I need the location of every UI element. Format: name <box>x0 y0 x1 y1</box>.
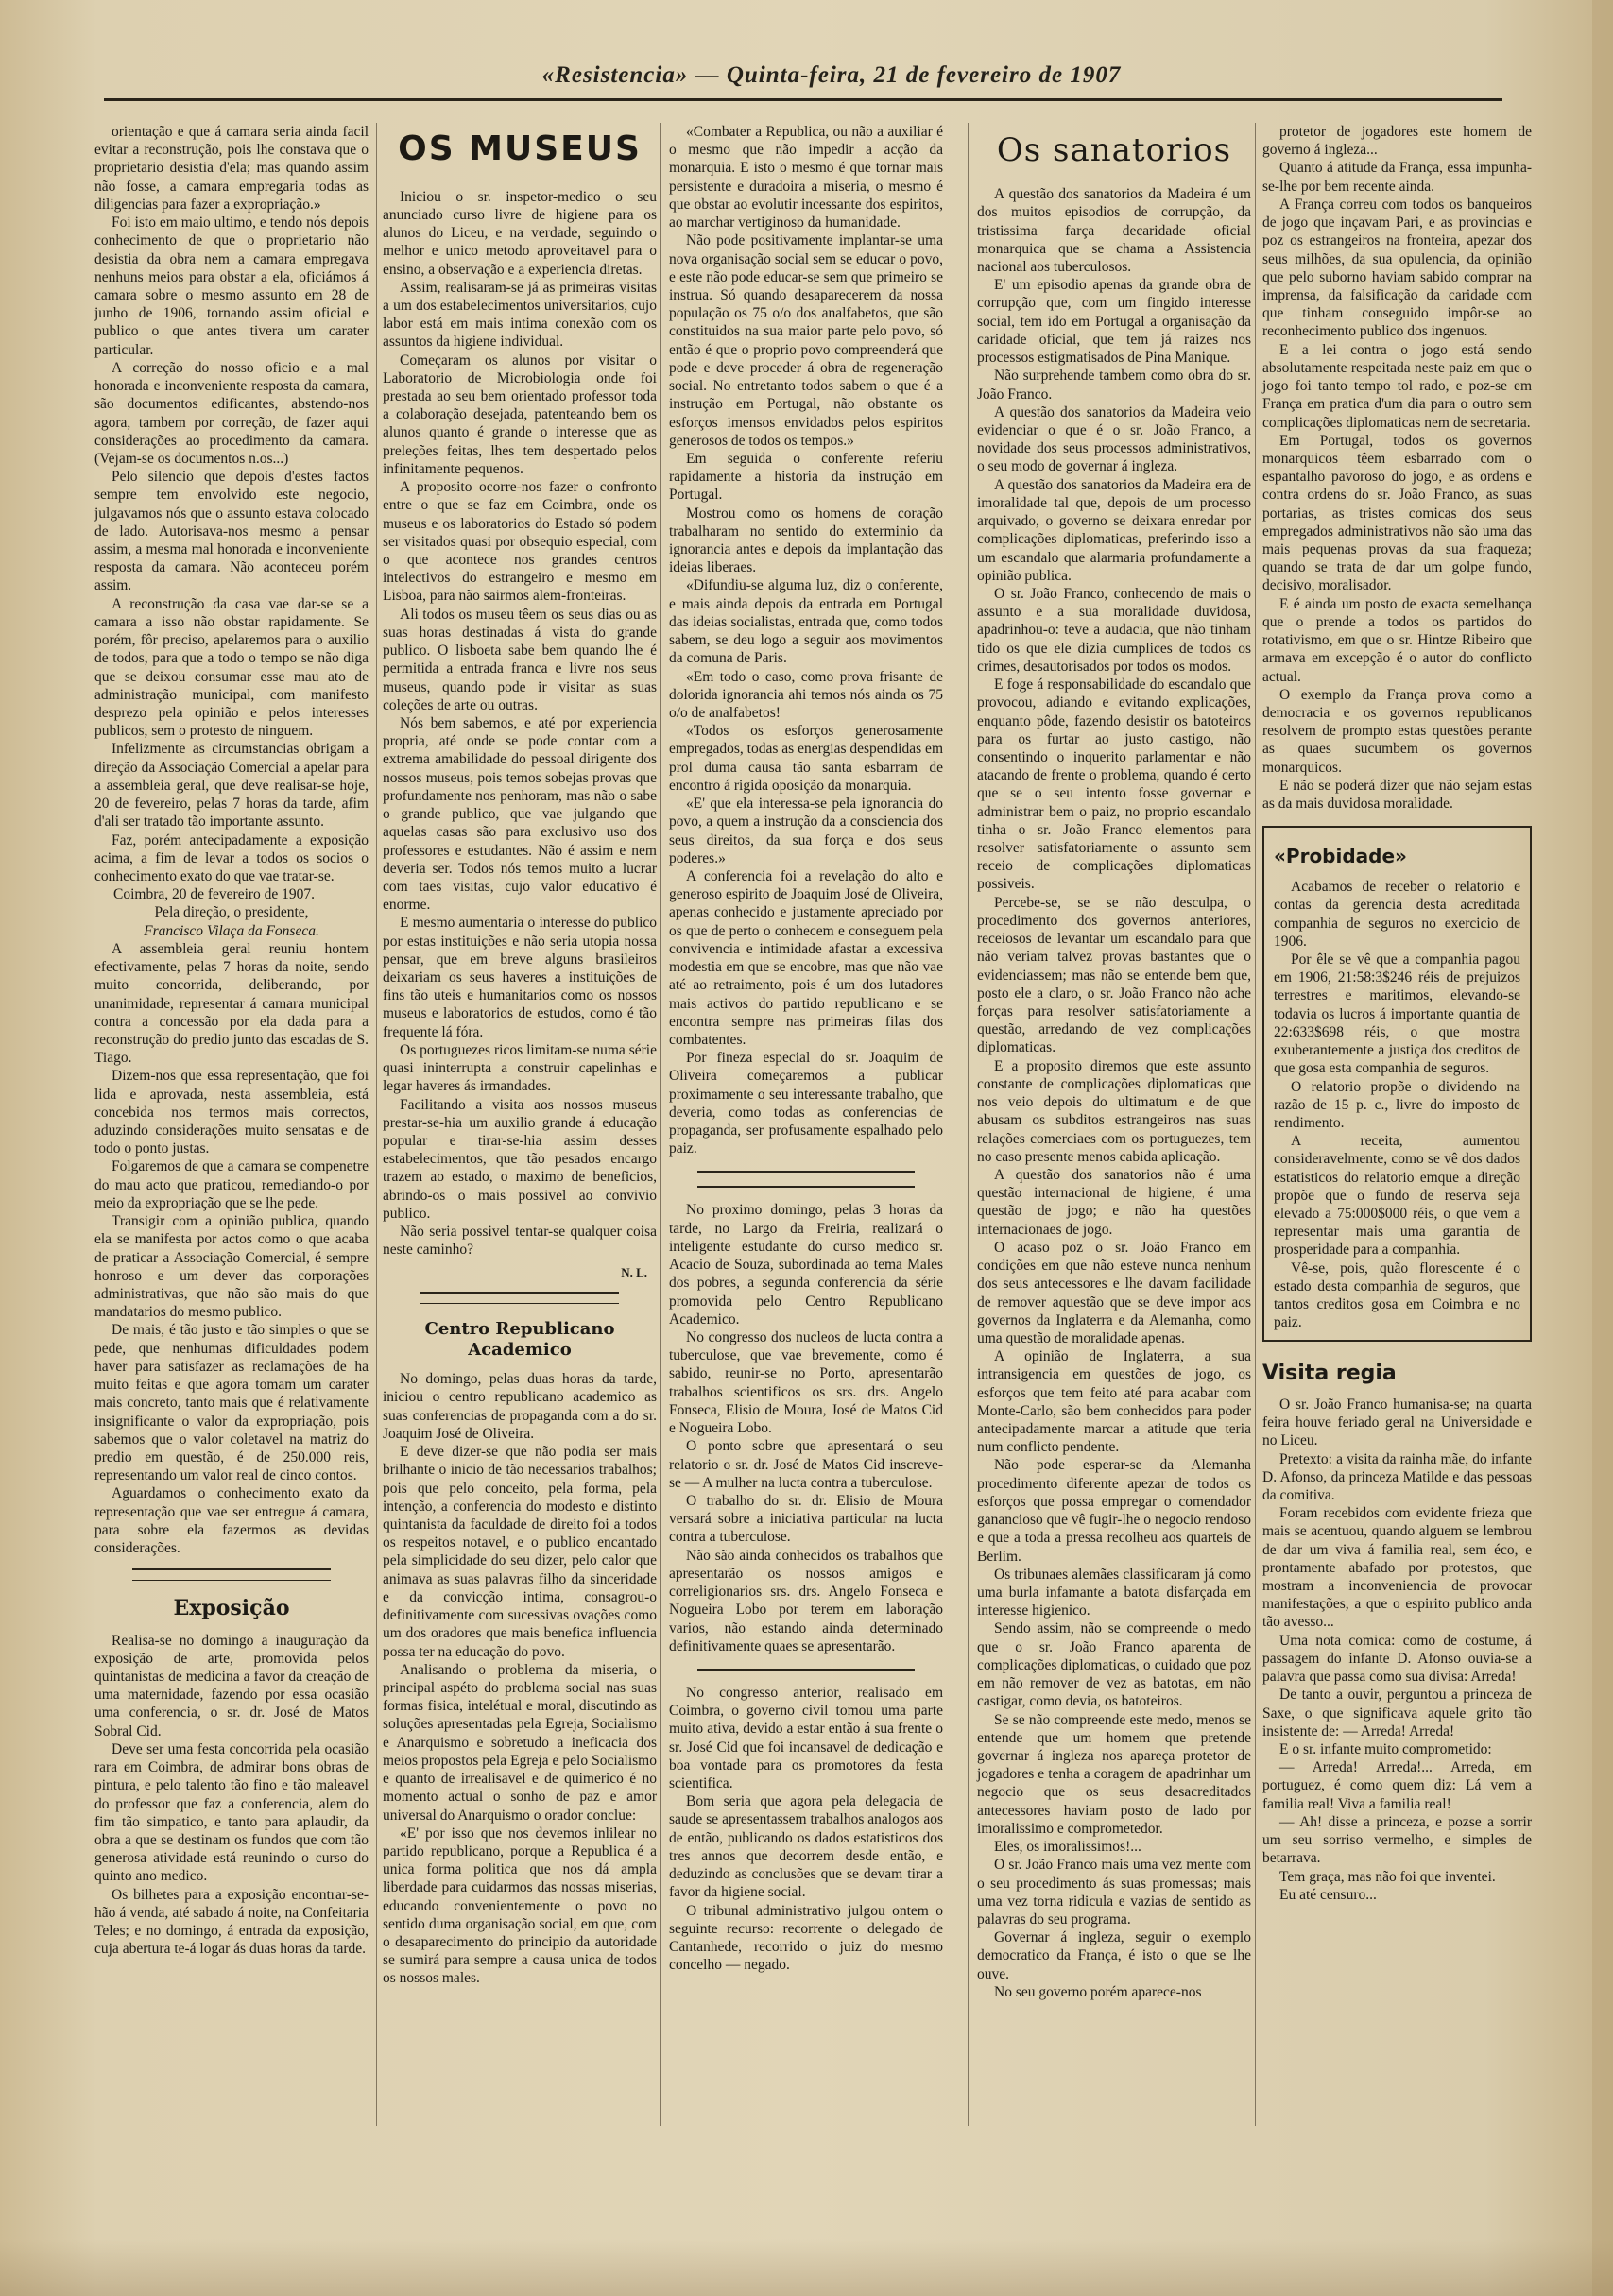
paragraph: Em Portugal, todos os governos monarquicos têem esbarrado com o espantalho pavoroso do jogo, e as ordens e contra ordens do sr. João Franco, as suas portarias, as tristes comicas dos seus empregados administrativos não são uma das mais pequenas provas da sua fraqueza; quando se trata de dar um golpe fundo, decisivo, moralisador. <box>1262 432 1532 594</box>
paragraph: Não são ainda conhecidos os trabalhos que apresentarão os nossos amigos e correligionarios srs. drs. Angelo Fonseca e Nogueira Lobo por terem em laboração varios, não estando ainda determinado definitivamente quaes se apresentarão. <box>669 1547 943 1654</box>
paragraph: A conferencia foi a revelação do alto e generoso espirito de Joaquim José de Oliveira, apenas conhecido e justamente apreciado por os que de perto o conhecem e conseguem pela convivencia e intimidade afastar a excessiva modestia em que se encobre, mas que não vae até ao retraimento, pois é um dos lutadores mais activos do partido republicano e se encontra sempre nas primeiras filas dos combatentes. <box>669 867 943 1048</box>
page-bottom-shadow <box>0 2239 1613 2296</box>
paragraph: Transigir com a opinião publica, quando ela se manifesta por actos como o que acaba de praticar a Associação Comercial, é sempre honroso e um dever das corporações administrativas, que não são mais do que mandatarios do mesmo publico. <box>94 1213 369 1321</box>
paragraph: Deve ser uma festa concorrida pela ocasião rara em Coimbra, de admirar bons obras de pintura, e pelo talento tão fino e tão maleavel do professor que faz a conferencia, alem do fim tão simpatico, e tanto para aplaudir, da obra a que se destinam os fundos que com tão generosa atividade está reunindo o curso do quinto ano medico. <box>94 1740 369 1885</box>
paragraph: A questão dos sanatorios não é uma questão internacional de higiene, é uma questão de jogo; e não ha questões internacionaes de jogo. <box>977 1166 1251 1238</box>
paragraph: «Em todo o caso, como prova frisante de dolorida ignorancia ahi temos nós ainda os 75 o/o de analfabetos! <box>669 668 943 721</box>
paragraph: O tribunal administrativo julgou ontem o seguinte recurso: recorrente o delegado de Cantanhede, recorrido o juiz do mesmo concelho — negado. <box>669 1902 943 1974</box>
column-1-text <box>94 123 369 885</box>
separator <box>420 1292 619 1304</box>
paragraph: A correção do nosso oficio e a mal honorada e inconveniente resposta da camara, são documentos edificantes, abstendo-nos agora, tambem por correção, de fazer aqui considerações ao procedimento da camara. (Vejam-se os documentos n.os...) <box>94 359 369 467</box>
paragraph: A assembleia geral reuniu hontem efectivamente, pelas 7 horas da noite, sendo muito concorrida, deliberando, por unanimidade, representar á camara municipal contra a concessão por ela dada para a reconstrução do predio junto das escadas de S. Tiago. <box>94 940 369 1067</box>
paragraph: Não surprehende tambem como obra do sr. João Franco. <box>977 368 1251 403</box>
paragraph: No seu governo porém aparece-nos <box>994 1983 1202 2000</box>
paragraph: Não seria possivel tentar-se qualquer coisa neste caminho? <box>383 1224 657 1259</box>
paragraph: E é ainda um posto de exacta semelhança que o prende a todos os partidos do rotativismo, em que o sr. Hintze Ribeiro que armava em excepção é o autor do conflicto actual. <box>1262 595 1532 685</box>
column-divider <box>660 123 661 2126</box>
paragraph: O exemplo da França prova como a democracia e os governos republicanos resolvem de prompto estas questões perante as quaes sucumbem os governos monarquicos. <box>1262 686 1532 776</box>
paragraph: Por fineza especial do sr. Joaquim de Oliveira começaremos a publicar proximamente o seu interessante trabalho, que deveria, como todas as conferencias de propaganda, ser profusamente espalhado pelo paiz. <box>669 1050 943 1157</box>
paragraph: Começaram os alunos por visitar o Laboratorio de Microbiologia onde foi prestada ao seu bem orientado professor toda a colaboração desejada, patenteando bem os alunos quanto é grande o interesse que as preleções feitas, lhes tem despertado pelos infinitamente pequenos. <box>383 351 657 477</box>
paragraph: Realisa-se no domingo a inauguração da exposição de arte, promovida pelos quintanistas de medicina a favor da creação de uma maternidade, fazendo por essa ocasião uma conferencia, o sr. dr. José de Matos Sobral Cid. <box>94 1632 369 1739</box>
paragraph: Se se não compreende este medo, menos se entende que um homem que pretende governar á ingleza nos apareça protetor de jogadores e tenha a coragem de apadrinhar um negocio que os seus desacreditados antecessores haviam posto de lado por imoralissimo e comprometedor. <box>977 1711 1251 1837</box>
paragraph: Governar á ingleza, seguir o exemplo democratico da França, é isto o que se lhe ouve. <box>977 1929 1251 1982</box>
paragraph: O sr. João Franco mais uma vez mente com o seu procedimento ás suas promessas; mais uma vez torna ridicula e vazias de sentido as palavras do seu programa. <box>977 1857 1251 1928</box>
paragraph: «Difundiu-se alguma luz, diz o conferente, e mais ainda depois da entrada em Portugal das ideias socialistas, entrada que, como todos sabem, se deu logo a seguir aos movimentos da comuna de Paris. <box>669 577 943 667</box>
paragraph: Eles, os imoralissimos!... <box>994 1839 1141 1856</box>
paragraph: «Combater a Republica, ou não a auxiliar é o mesmo que não impedir a acção da monarquia. E isto o mesmo é que tornar mais persistente e duradoira a miseria, o mesmo é que obstar ao evolutir incessante dos espiritos, ao marchar vertiginoso da humanidade. <box>669 124 943 231</box>
paragraph: E deve dizer-se que não podia ser mais brilhante o inicio de tão necessarios trabalhos; pois que pelo conceito, pela forma, pela intenção, a conferencia do modesto e distinto quintanista da faculdade de direito foi a todos os respeitos notavel, e o publico encantado pela simplicidade do seu dizer, pelo calor que animava as suas palavras filho da sinceridade e da convicção intima, consagrou-o definitivamente com sucessivas ovações como um dos oradores que mais benefica influencia possa ter na educação do povo. <box>383 1444 657 1660</box>
paragraph: O sr. João Franco humanisa-se; na quarta feira houve feriado geral na Universidade e no Liceu. <box>1262 1396 1532 1449</box>
paragraph: Foram recebidos com evidente frieza que mais se acentuou, quando alguem se lembrou de dar um viva á familia real, sem éco, e prontamente abafado por protestos, que mostram a inconveniencia de provocar manifestações, a que o espirito publico anda tão avesso... <box>1262 1505 1532 1631</box>
probidade-text <box>1274 878 1520 1331</box>
paragraph: protetor de jogadores este homem de governo á ingleza... <box>1262 124 1532 159</box>
separator <box>697 1171 915 1173</box>
paragraph: A receita, aumentou consideravelmente, como se vê dos dados estatisticos do relatorio emque a direção propõe que o fundo de reserva seja elevado a 75:000$000 réis, o que vem a representar mais uma garantia de prosperidade para a companhia. <box>1274 1133 1520 1259</box>
paragraph: Pretexto: a visita da rainha mãe, do infante D. Afonso, da princeza Matilde e das pessoas da comitiva. <box>1262 1450 1532 1503</box>
paragraph: Os tribunaes alemães classificaram já como uma burla infamante a batota disfarçada em interesse higienico. <box>977 1566 1251 1619</box>
column-2 <box>383 123 657 1988</box>
page-edge-shadow <box>1592 0 1613 2296</box>
paragraph: E não se poderá dizer que não sejam estas as da mais duvidosa moralidade. <box>1262 777 1532 813</box>
paragraph: Vê-se, pois, quão florescente é o estado desta companhia de seguros, que tantos creditos gosa em Coimbra e no paiz. <box>1274 1259 1520 1331</box>
paragraph: Em seguida o conferente referiu rapidamente a historia da instrução em Portugal. <box>669 450 943 504</box>
column-divider <box>1255 123 1256 2126</box>
paragraph: Por êle se vê que a companhia pagou em 1906, 21:58:3$246 réis de prejuizos terrestres e maritimos, elevando-se todavia os lucros á importante quantia de 22:633$698 réis, o que mostra exuberantemente a justiça dos creditos de que gosa esta companhia de seguros. <box>1274 951 1520 1077</box>
paragraph: A questão dos sanatorios da Madeira veio evidenciar o que é o sr. João Franco, a novidade dos seus processos administrativos, o seu modo de governar á ingleza. <box>977 403 1251 475</box>
paragraph: Os bilhetes para a exposição encontrar-se-hão á venda, até sabado á noite, na Confeitaria Teles; e no domingo, á entrada da exposição, cuja abertura te-á logar ás duas horas da tarde. <box>94 1886 369 1958</box>
paragraph: E a lei contra o jogo está sendo absolutamente respeitada neste paiz em que o jogo foi tanto tempo tol rado, e poz-se em França em pratica d'um dia para o outro sem complicações diplomaticas nem de secretaria. <box>1262 341 1532 431</box>
masthead-rule <box>104 98 1502 101</box>
paragraph: Acabamos de receber o relatorio e contas da gerencia desta acreditada companhia de seguros no exercicio de 1906. <box>1274 879 1520 950</box>
column-3 <box>669 123 943 1974</box>
paragraph: O acaso poz o sr. João Franco em condições em que não esteve nunca nenhum dos seus antecessores e lhe davam facilidade de remover aquestão que se deve impor aos governos da Inglaterra e da Alemanha, como uma questão de moralidade apenas. <box>977 1239 1251 1346</box>
column-1-text-2 <box>94 940 369 1557</box>
paragraph: No congresso anterior, realisado em Coimbra, o governo civil tomou uma parte muito ativa, devido a estar então á sua frente o sr. José Cid que foi incansavel de dedicação e boa vontade para os promotores da festa scientifica. <box>669 1684 943 1792</box>
separator <box>697 1669 915 1671</box>
paragraph: A questão dos sanatorios da Madeira era de imoralidade tal que, depois de um processo arquivado, o governo se deixara enredar por complicações diplomaticas, preferindo isso a um escandalo que alarmaria profundamente a opinião publica. <box>977 476 1251 584</box>
centro-text <box>383 1370 657 1987</box>
paragraph: Tem graça, mas não foi que inventei. <box>1279 1868 1496 1885</box>
visita-text <box>1262 1396 1532 1904</box>
masthead: «Resistencia» — Quinta-feira, 21 de fevereiro de 1907 <box>541 62 1122 88</box>
paragraph: E foge á responsabilidade do escandalo que provocou, adiando e evitando explicações, enquanto pôde, fazendo desistir os batoteiros para os furtar ao justo castigo, não consentindo o inquerito parlamentar e não atacando de frente o problema, quando é certo que se o seu intento fosse governar e administrar bem o paiz, no proprio escandalo tinha o sr. João Franco elementos para resolver satisfatoriamente o assunto sem receio de complicações diplomaticas possiveis. <box>977 677 1251 893</box>
paragraph: Os portuguezes ricos limitam-se numa série quasi ininterrupta a construir capelinhas e legar haveres ás irmandades. <box>383 1041 657 1095</box>
exposicao-text <box>94 1632 369 1959</box>
paragraph: No domingo, pelas duas horas da tarde, iniciou o centro republicano academico as suas conferencias de propaganda com a do sr. Joaquim José de Oliveira. <box>383 1371 657 1442</box>
paragraph: Facilitando a visita aos nossos museus prestar-se-hia um auxilio grande á educação popular e tirar-se-hia assim desses estabelecimentos, que tão pesados encargo trazem ao estado, o maximo de beneficios, abrindo-os o mais possivel ao convivio publico. <box>383 1096 657 1222</box>
separator <box>132 1568 331 1581</box>
paragraph: orientação e que á camara seria ainda facil evitar a reconstrução, pois lhe constava que o proprietario desistia d'ela; mas quando assim não fosse, a camara empregaria todas as diligencias para fazer a expropriação.» <box>94 124 369 213</box>
date-line: Coimbra, 20 de fevereiro de 1907. <box>113 886 316 903</box>
paragraph: De mais, é tão justo e tão simples o que se pede, que nenhumas dificuldades podem haver para satisfazer as reclamações de ha muito feitas e que agora tomam um carater mais concreto, tanto mais que é relativamente insignificante o valor da expropriação, pois sabemos que o valor coletavel na matriz do predio em questão, é de 250.000 reis, representando um valor real de cinco contos. <box>94 1322 369 1484</box>
paragraph: Nós bem sabemos, e até por experiencia propria, até onde se pode contar com a extrema amabilidade do pessoal dirigente dos nossos museus, pois temos sobejas provas que profundamente nos penhoram, mas não o sabe o grande publico, que vae julgando que aquelas casas são para exclusivo uso dos professores e estudantes. Não é assim e nem deveria ser. Todos nós temos muito a lucrar com taes visitas, cujo valor educativo é enorme. <box>383 714 657 914</box>
paragraph: O relatorio propõe o dividendo na razão de 15 p. c., livre do imposto de rendimento. <box>1274 1078 1520 1131</box>
museus-heading: OS MUSEUS <box>398 129 642 168</box>
visita-heading: Visita regia <box>1262 1361 1397 1385</box>
exposicao-heading: Exposição <box>173 1596 290 1621</box>
paragraph: E' um episodio apenas da grande obra de corrupção que, com um fingido interesse social, tem ido em Portugal a organisação da caridade oficial, que tem já raizes nos processos estigmatisados de Pina Manique. <box>977 277 1251 367</box>
paragraph: Percebe-se, se se não desculpa, o procedimento dos governos anteriores, receiosos de levantar um escandalo para que não veriam talvez provas bastantes que o evidenciassem; mas não se entende bem que, posto ele a claro, o sr. João Franco não ache forças para resolver satisfatoriamente a questão, arredando de vez complicações diplomaticas. <box>977 894 1251 1056</box>
column-divider <box>376 123 377 2126</box>
sign-line: Pela direção, o presidente, <box>154 904 309 921</box>
probidade-box <box>1262 826 1532 1341</box>
paragraph: O sr. João Franco, conhecendo de mais o assunto e a sua moralidade duvidosa, apadrinhou-o: teve a audacia, que não tinham tido os que ele dizia cumplices de todos os crimes, desautorisados por todos os modos. <box>977 585 1251 675</box>
paragraph: A questão dos sanatorios da Madeira é um dos muitos episodios de corrupção, da tristissima farça decaridade oficial monarquica que se chama a Assistencia nacional aos tuberculosos. <box>977 186 1251 276</box>
paragraph: No congresso dos nucleos de lucta contra a tuberculose, que vae brevemente, como é sabido, reunir-se no Porto, apresentarão trabalhos scientificos os srs. drs. Angelo Fonseca, Elisio de Moura, José de Matos Cid e Nogueira Lobo. <box>669 1329 943 1437</box>
paragraph: Sendo assim, não se compreende o medo que o sr. João Franco aparenta de complicações diplomaticas, o cuidado que poz em não remover de vez as batotas, em não castigar, como devia, os batoteiros. <box>977 1620 1251 1710</box>
paragraph: Foi isto em maio ultimo, e tendo nós depois conhecimento de que o proprietario não desistia da obra nem a camara empregava nenhuns meios para obstar a ela, oficiámos á camara sobre o mesmo assunto em 28 de junho de 1906, tornando assim oficial e publico o que antes tivera um carater particular. <box>94 214 369 358</box>
paragraph: Iniciou o sr. inspetor-medico o seu anunciado curso livre de higiene para os alunos do Liceu, e na verdade, seguindo o melhor e unico metodo aproveitavel para o ensino, a observação e a experiencia diretas. <box>383 188 657 278</box>
paragraph: Eu até censuro... <box>1279 1886 1377 1903</box>
column-divider <box>968 123 969 2126</box>
paragraph: Analisando o problema da miseria, o principal aspéto do problema social nas suas formas fisica, intelétual e moral, discutindo as soluções apresentadas pela Egreja, Socialismo e Anarquismo e sobretudo a ineficacia dos meios propostos pela Egreja e pelo Socialismo e quanto de irrealisavel e de quimerico é no momento actual o sonho de paz e amor universal do Anarquismo o orador conclue: <box>383 1661 657 1824</box>
column-3-text <box>669 123 943 1974</box>
paragraph: A França correu com todos os banqueiros de jogo que inçavam Pari, e as provincias e poz os estrangeiros na fronteira, apezar dos seus milhões, da sua opulencia, da opinião que pelo suborno haviam sabido comprar na imprensa, da falsificação da caridade com que tinham conseguido impôr-se ao reconhecimento publico dos ingenuos. <box>1262 196 1532 340</box>
paragraph: Faz, porém antecipadamente a exposição acima, a fim de levar a todos os socios o conhecimento exato do que vae tratar-se. <box>94 831 369 884</box>
paragraph: Não pode esperar-se da Alemanha procedimento diferente apezar de todos os esforços que possa empregar o comendador ganancioso que vê fugir-lhe o negocio rendoso e que a toda a pressa recolheu aos quarteis de Berlim. <box>977 1457 1251 1565</box>
centro-heading: Centro Republicano Academico <box>424 1318 615 1360</box>
paragraph: — Ah! disse a princeza, e pozse a sorrir um seu sorriso vermelho, e simples de betarrava. <box>1262 1813 1532 1867</box>
signer: Francisco Vilaça da Fonseca. <box>144 922 319 939</box>
paragraph: O trabalho do sr. dr. Elisio de Moura versará sobre a iniciativa particular na lucta contra a tuberculose. <box>669 1492 943 1546</box>
sanatorios-text <box>977 185 1251 2001</box>
sanatorios-heading: Os sanatorios <box>996 131 1232 169</box>
column-4 <box>977 123 1251 2001</box>
paragraph: De tanto a ouvir, perguntou a princeza de Saxe, o que significava aquele grito tão insistente de: — Arreda! Arreda! <box>1262 1687 1532 1739</box>
paragraph: Ali todos os museu têem os seus dias ou as suas horas destinadas á vista do grande publico. O lisboeta sabe bem quando lhe é permitida a entrada franca e livre nos seus museus, quando pode ir visitar as suas coleções de arte ou outras. <box>383 606 657 713</box>
paragraph: Quanto á atitude da França, essa impunha-se-lhe por bem recente ainda. <box>1262 160 1532 195</box>
paragraph: «Todos os esforços generosamente empregados, todas as energias despendidas em prol duma causa tão santa esbarram de encontro á rigida oposição da monarquia. <box>669 723 943 794</box>
paragraph: Aguardamos o conhecimento exato da representação que vae ser entregue á camara, para sobre ela fazermos as devidas considerações. <box>94 1485 369 1557</box>
paragraph: Folgaremos de que a camara se compenetre do mau acto que praticou, remediando-o por meio da expropriação que se lhe pede. <box>94 1158 369 1211</box>
separator <box>697 1186 915 1188</box>
paragraph: E a proposito diremos que este assunto constante de complicações diplomaticas que nos veio depois do ultimatum e de que abusam os subditos estrangeiros nas suas relações comerciaes com os portuguezes, tem no caso presente menos cabida aplicação. <box>977 1057 1251 1165</box>
paragraph: E mesmo aumentaria o interesse do publico por estas instituições e não seria utopia nossa pensar, que em breve alguns brasileiros deixariam os seus haveres a instituições de fins tão uteis e humanitarios como os nossos museus e laboratorios de estudos, como é tão frequente lá fóra. <box>383 915 657 1040</box>
column-1 <box>94 123 369 1958</box>
paragraph: Uma nota comica: como de costume, á passagem do infante D. Afonso ouvia-se a palavra que passa como sua divisa: Arreda! <box>1262 1632 1532 1686</box>
paragraph: Assim, realisaram-se já as primeiras visitas a um dos estabelecimentos universitarios, cujo labor está em mais intima conexão com os assuntos da higiene individual. <box>383 279 657 351</box>
paragraph: Mostrou como os homens de coração trabalharam no sentido do exterminio da ignorancia antes e depois da implantação das ideias liberaes. <box>669 505 943 576</box>
column-5 <box>1262 123 1532 1904</box>
paragraph: No proximo domingo, pelas 3 horas da tarde, no Largo da Freiria, realizará o inteligente estudante do curso medico sr. Acacio de Souza, subordinada ao tema Males dos pobres, a segunda conferencia da série promovida pelo Centro Republicano Academico. <box>669 1202 943 1328</box>
paragraph: A reconstrução da casa vae dar-se se a camara a isso não obstar rapidamente. Se porém, fôr preciso, apelaremos para o auxilio de todos, para que a todo o tempo se não diga que se deixou consumar esse mau ato de administração municipal, com manifesto desprezo pela opinião e pelos interesses publicos, sem o protesto de ninguem. <box>94 595 369 740</box>
probidade-heading: «Probidade» <box>1274 845 1407 868</box>
paragraph: E o sr. infante muito comprometido: <box>1279 1741 1492 1757</box>
paragraph: «E' que ela interessa-se pela ignorancia do povo, a quem a instrução da a consciencia dos seus direitos, da sua força e dos seus poderes.» <box>669 796 943 866</box>
paragraph: Não pode positivamente implantar-se uma nova organisação social sem se educar o povo, e este não pode educar-se sem que primeiro se instrua. Só quando desaparecerem da nossa população os 75 o/o dos analfabetos, que são constituidos na sua maior parte pelo povo, só então é que o proprio povo compreenderá que pode e deve proceder á obra de regeneração social. No entretanto todos sabem o que é a instrução em Portugal, não obstante os esforços imensos envidados pelos espiritos generosos de todos os tempos.» <box>669 232 943 449</box>
paragraph: Bom seria que agora pela delegacia de saude se apresentassem trabalhos analogos aos de então, publicando os dados estatisticos dos tres annos que decorrem desde então, e deduzindo as conclusões que se devam tirar a favor da higiene social. <box>669 1793 943 1901</box>
paragraph: O ponto sobre que apresentará o seu relatorio o sr. dr. José de Matos Cid inscreve-se — A mulher na lucta contra a tuberculose. <box>669 1438 943 1491</box>
paragraph: Infelizmente as circumstancias obrigam a direção da Associação Comercial a apelar para a assembleia geral, que deve realisar-se hoje, 20 de fevereiro, pelas 7 horas da tarde, afim d'ali ser tratado tão importante assunto. <box>94 741 369 831</box>
paragraph: «E' por isso que nos devemos inlilear no partido republicano, porque a Republica é a unica forma politica que nos dá ampla liberdade para cuidarmos das nossas miserias, educando convenientemente o povo no sentido duma organisação social, em que, com o desaparecimento do principio da autoridade se sumirá para sempre a causa unica de todos os nossos males. <box>383 1825 657 1987</box>
paragraph: — Arreda! Arreda!... Arreda, em portuguez, é como quem diz: Lá vem a familia real! Viva a familia real! <box>1262 1759 1532 1812</box>
paragraph: Pelo silencio que depois d'estes factos sempre tem envolvido este negocio, julgavamos nós que o assunto estava colocado de lado. Autorisava-nos mesmo a pensar assim, a mesma mal honorada e inconveniente resposta da camara. Não aconteceu porém assim. <box>94 469 369 594</box>
paragraph: Dizem-nos que essa representação, que foi lida e aprovada, nesta assembleia, está concebida nos termos mais correctos, aduzindo considerações muito sensatas e de todo o ponto justas. <box>94 1068 369 1157</box>
column-5-text <box>1262 123 1532 813</box>
paragraph: A opinião de Inglaterra, a sua intransigencia em questões de jogo, os esforços que tem feito até para acabar com Monte-Carlo, são bem conhecidos para poder antecipadamente marcar a atitude que teria num conflicto pendente. <box>977 1348 1251 1456</box>
museus-text <box>383 188 657 1259</box>
paragraph: A proposito ocorre-nos fazer o confronto entre o que se faz em Coimbra, onde os museus e os laboratorios do Estado só podem ser visitados quasi por obsequio especial, com o que acontece nos grandes centros intelectivos do estrangeiro e mesmo em Lisboa, para não sairmos alem-fronteiras. <box>383 479 657 605</box>
article-signature: N. L. <box>621 1264 647 1279</box>
